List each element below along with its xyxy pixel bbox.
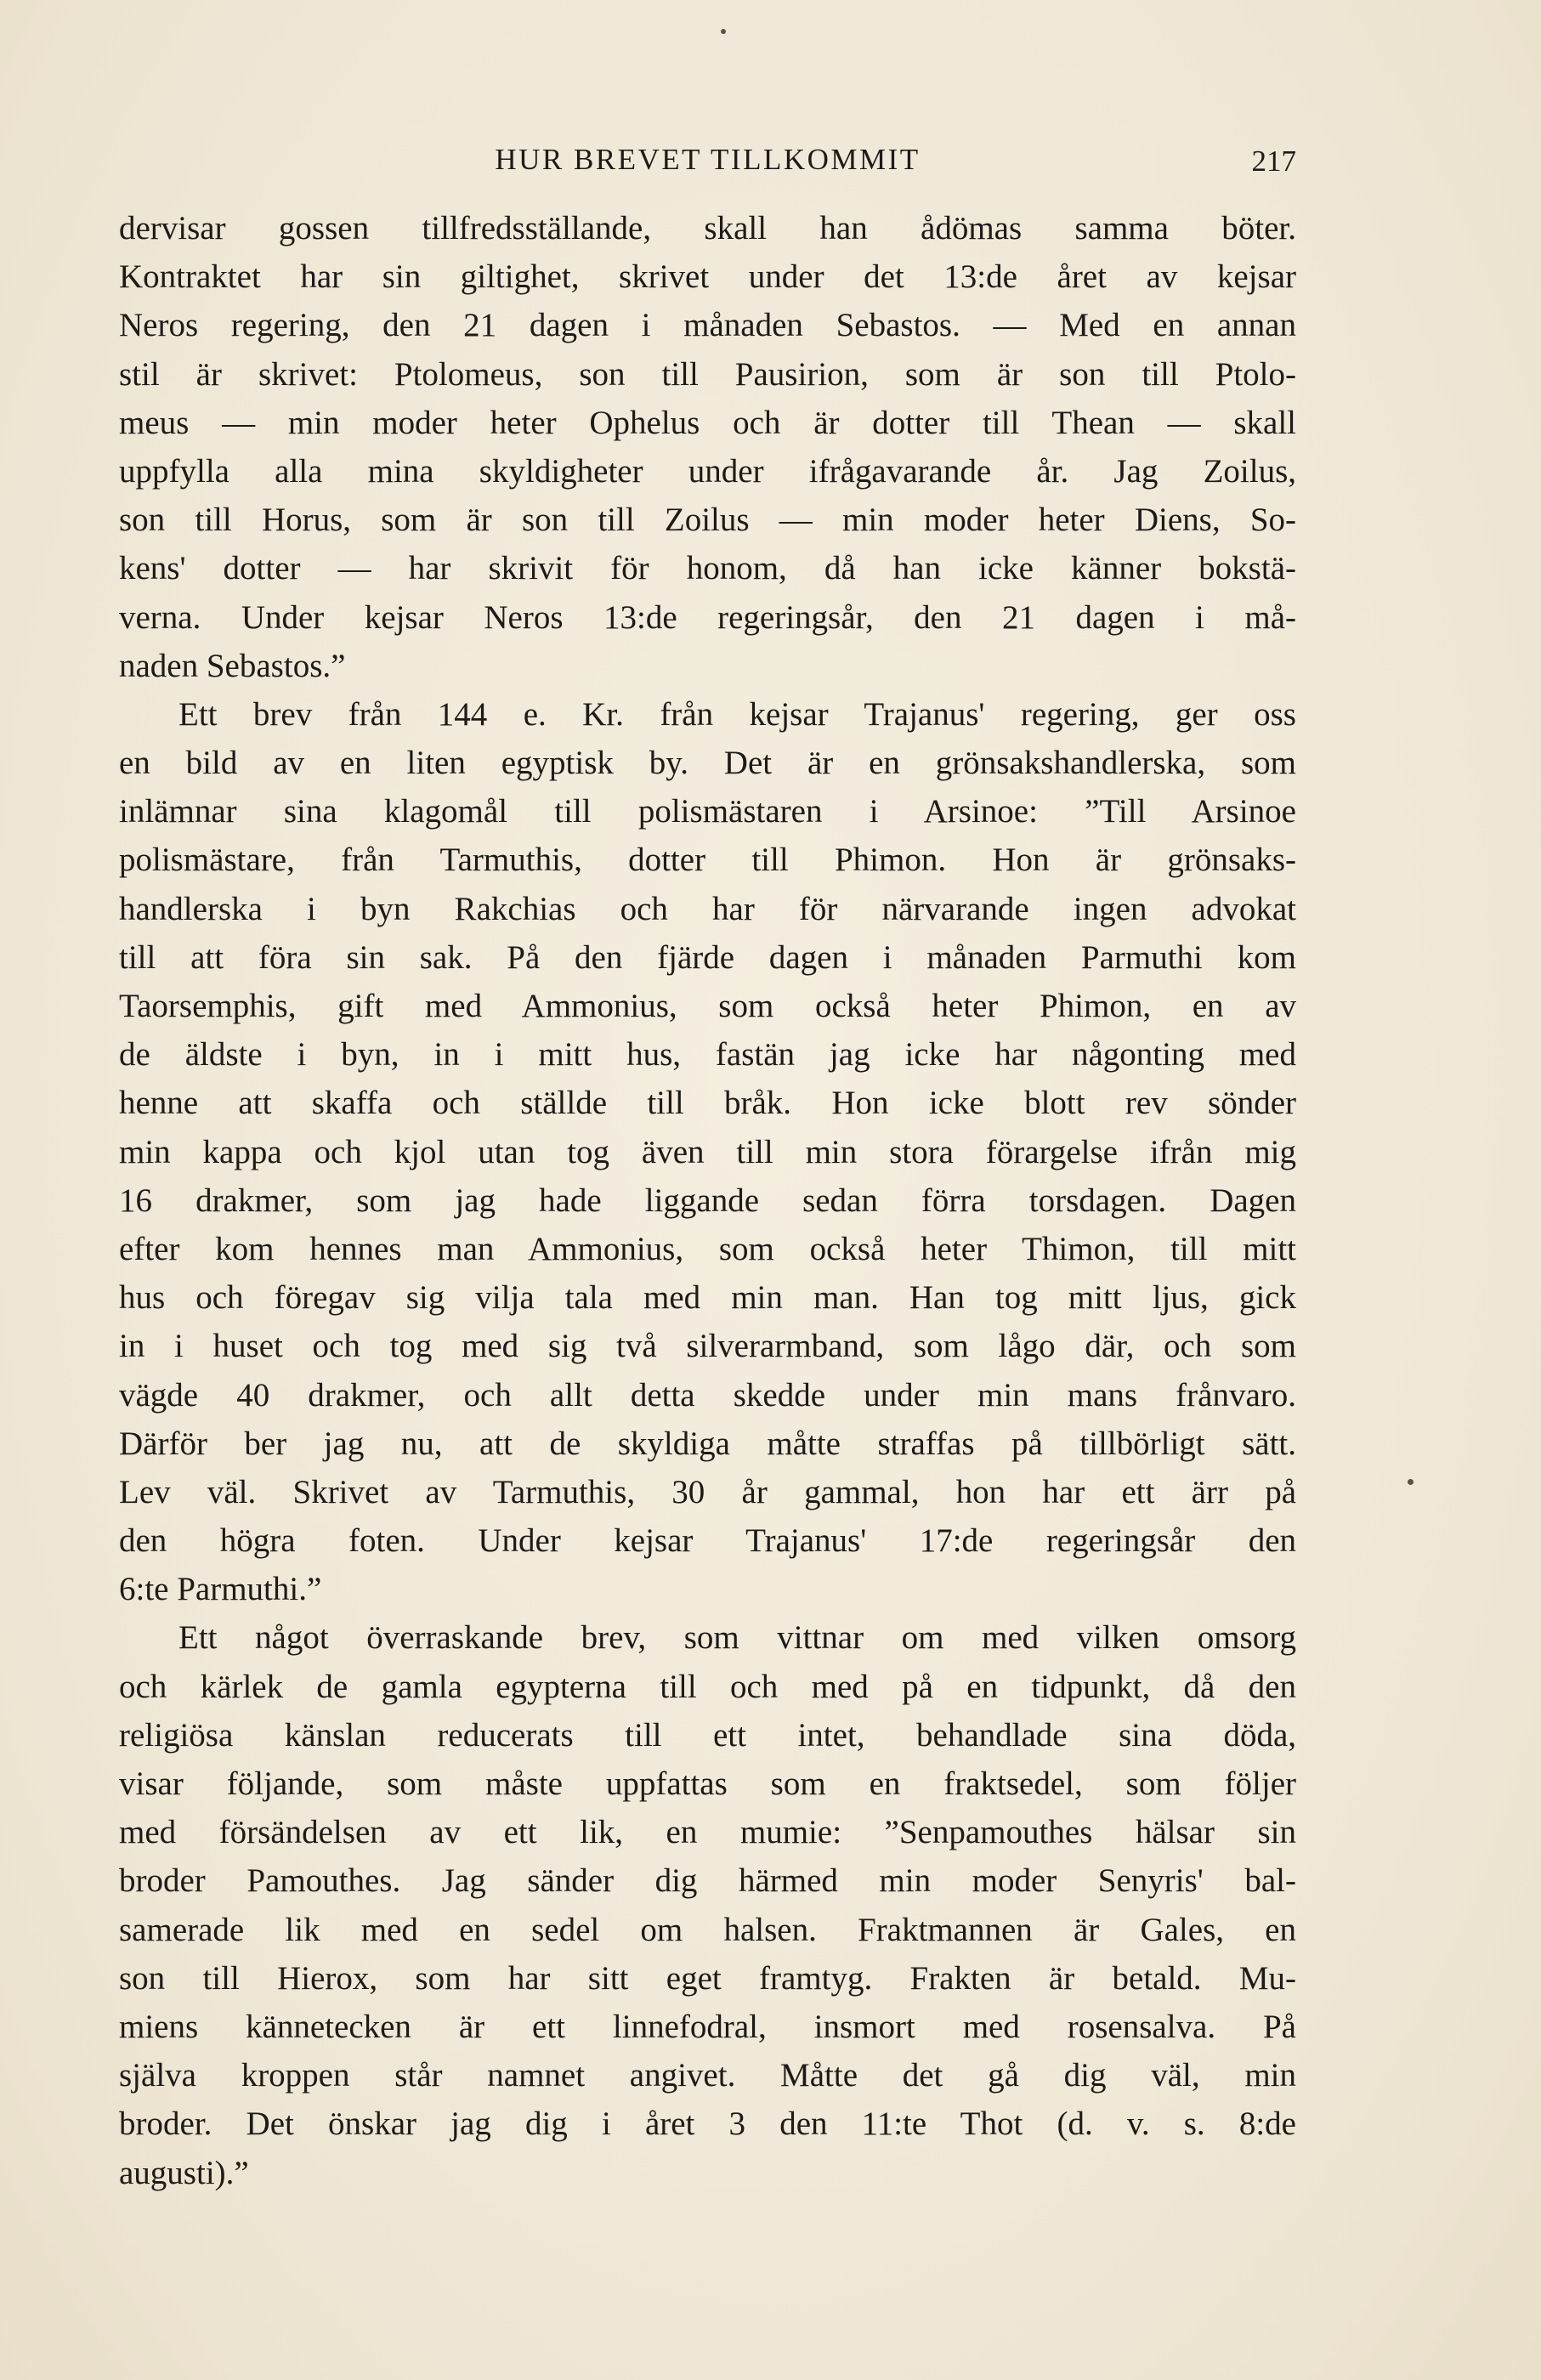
text-line: inlämnar sina klagomål till polismästaren i Arsinoe: ”Till Arsinoe [119,793,1296,830]
text-line: den högra foten. Under kejsar Trajanus' 17:de regeringsår den [119,1522,1296,1560]
text-line: Lev väl. Skrivet av Tarmuthis, 30 år gammal, hon har ett ärr på [119,1473,1296,1510]
text-line: stil är skrivet: Ptolomeus, son till Pausirion, som är son till Ptolo- [119,355,1296,393]
text-line: hus och föregav sig vilja tala med min man. Han tog mitt ljus, gick [119,1279,1296,1317]
text-line: Kontraktet har sin giltighet, skrivet under det 13:de året av kejsar [119,258,1296,296]
text-line: miens kännetecken är ett linnefodral, insmort med rosensalva. På [119,2008,1296,2045]
text-line: samerade lik med en sedel om halsen. Fraktmannen är Gales, en [119,1911,1296,1948]
text-line: en bild av en liten egyptisk by. Det är en grönsakshandlerska, som [119,745,1296,782]
text-line: Neros regering, den 21 dagen i månaden Sebastos. — Med en annan [119,307,1296,344]
text-line: meus — min moder heter Ophelus och är dotter till Thean — skall [119,404,1296,441]
text-line: Ett brev från 144 e. Kr. från kejsar Trajanus' regering, ger oss [178,695,1296,733]
text-line: polismästare, från Tarmuthis, dotter till Phimon. Hon är grönsaks- [119,842,1296,879]
text-line: Ett något överraskande brev, som vittnar om med vilken omsorg [178,1619,1296,1657]
text-line: broder. Det önskar jag dig i året 3 den 11:te Thot (d. v. s. 8:de [119,2105,1296,2143]
text-line: handlerska i byn Rakchias och har för närvarande ingen advokat [119,890,1296,927]
page-number: 217 [1251,144,1296,178]
text-line: in i huset och tog med sig två silverarmband, som lågo där, och som [119,1328,1296,1365]
text-line: med försändelsen av ett lik, en mumie: ”Senpamouthes hälsar sin [119,1814,1296,1851]
paper-speck [1408,1479,1414,1485]
text-line: min kappa och kjol utan tog även till min stora förargelse ifrån mig [119,1133,1296,1170]
text-line: 16 drakmer, som jag hade liggande sedan förra torsdagen. Dagen [119,1182,1296,1219]
running-title: HUR BREVET TILLKOMMIT [495,143,921,176]
text-line: uppfylla alla mina skyldigheter under ifrågavarande år. Jag Zoilus, [119,452,1296,490]
paper-speck [721,29,726,34]
text-line: verna. Under kejsar Neros 13:de regeringsår, den 21 dagen i må- [119,598,1296,636]
text-line: Taorsemphis, gift med Ammonius, som också heter Phimon, en av [119,988,1296,1024]
text-line: broder Pamouthes. Jag sänder dig härmed min moder Senyris' bal- [119,1862,1296,1900]
text-line: son till Horus, som är son till Zoilus — min moder heter Diens, So- [119,502,1296,539]
text-line: dervisar gossen tillfredsställande, skall han ådömas samma böter. [119,210,1296,246]
text-line: naden Sebastos.” [119,647,346,684]
text-line: till att föra sin sak. På den fjärde dagen i månaden Parmuthi kom [119,938,1296,976]
text-line: augusti).” [119,2154,249,2191]
text-line: och kärlek de gamla egypterna till och med på en tidpunkt, då den [119,1668,1296,1705]
text-line: vägde 40 drakmer, och allt detta skedde under min mans frånvaro. [119,1376,1296,1414]
page-header [119,143,1296,190]
text-line: de äldste i byn, in i mitt hus, fastän jag icke har någonting med [119,1036,1296,1074]
text-line: kens' dotter — har skrivit för honom, då han icke känner bokstä- [119,550,1296,587]
text-line: son till Hierox, som har sitt eget framtyg. Frakten är betald. Mu- [119,1959,1296,1997]
text-line: 6:te Parmuthi.” [119,1571,322,1608]
text-line: själva kroppen står namnet angivet. Måtte det gå dig väl, min [119,2057,1296,2094]
text-line: visar följande, som måste uppfattas som en fraktsedel, som följer [119,1765,1296,1802]
body-text [119,204,1296,2197]
text-line: efter kom hennes man Ammonius, som också heter Thimon, till mitt [119,1230,1296,1267]
text-line: Därför ber jag nu, att de skyldiga måtte straffas på tillbörligt sätt. [119,1425,1296,1462]
text-line: religiösa känslan reducerats till ett intet, behandlade sina döda, [119,1716,1296,1754]
text-line: henne att skaffa och ställde till bråk. Hon icke blott rev sönder [119,1085,1296,1122]
